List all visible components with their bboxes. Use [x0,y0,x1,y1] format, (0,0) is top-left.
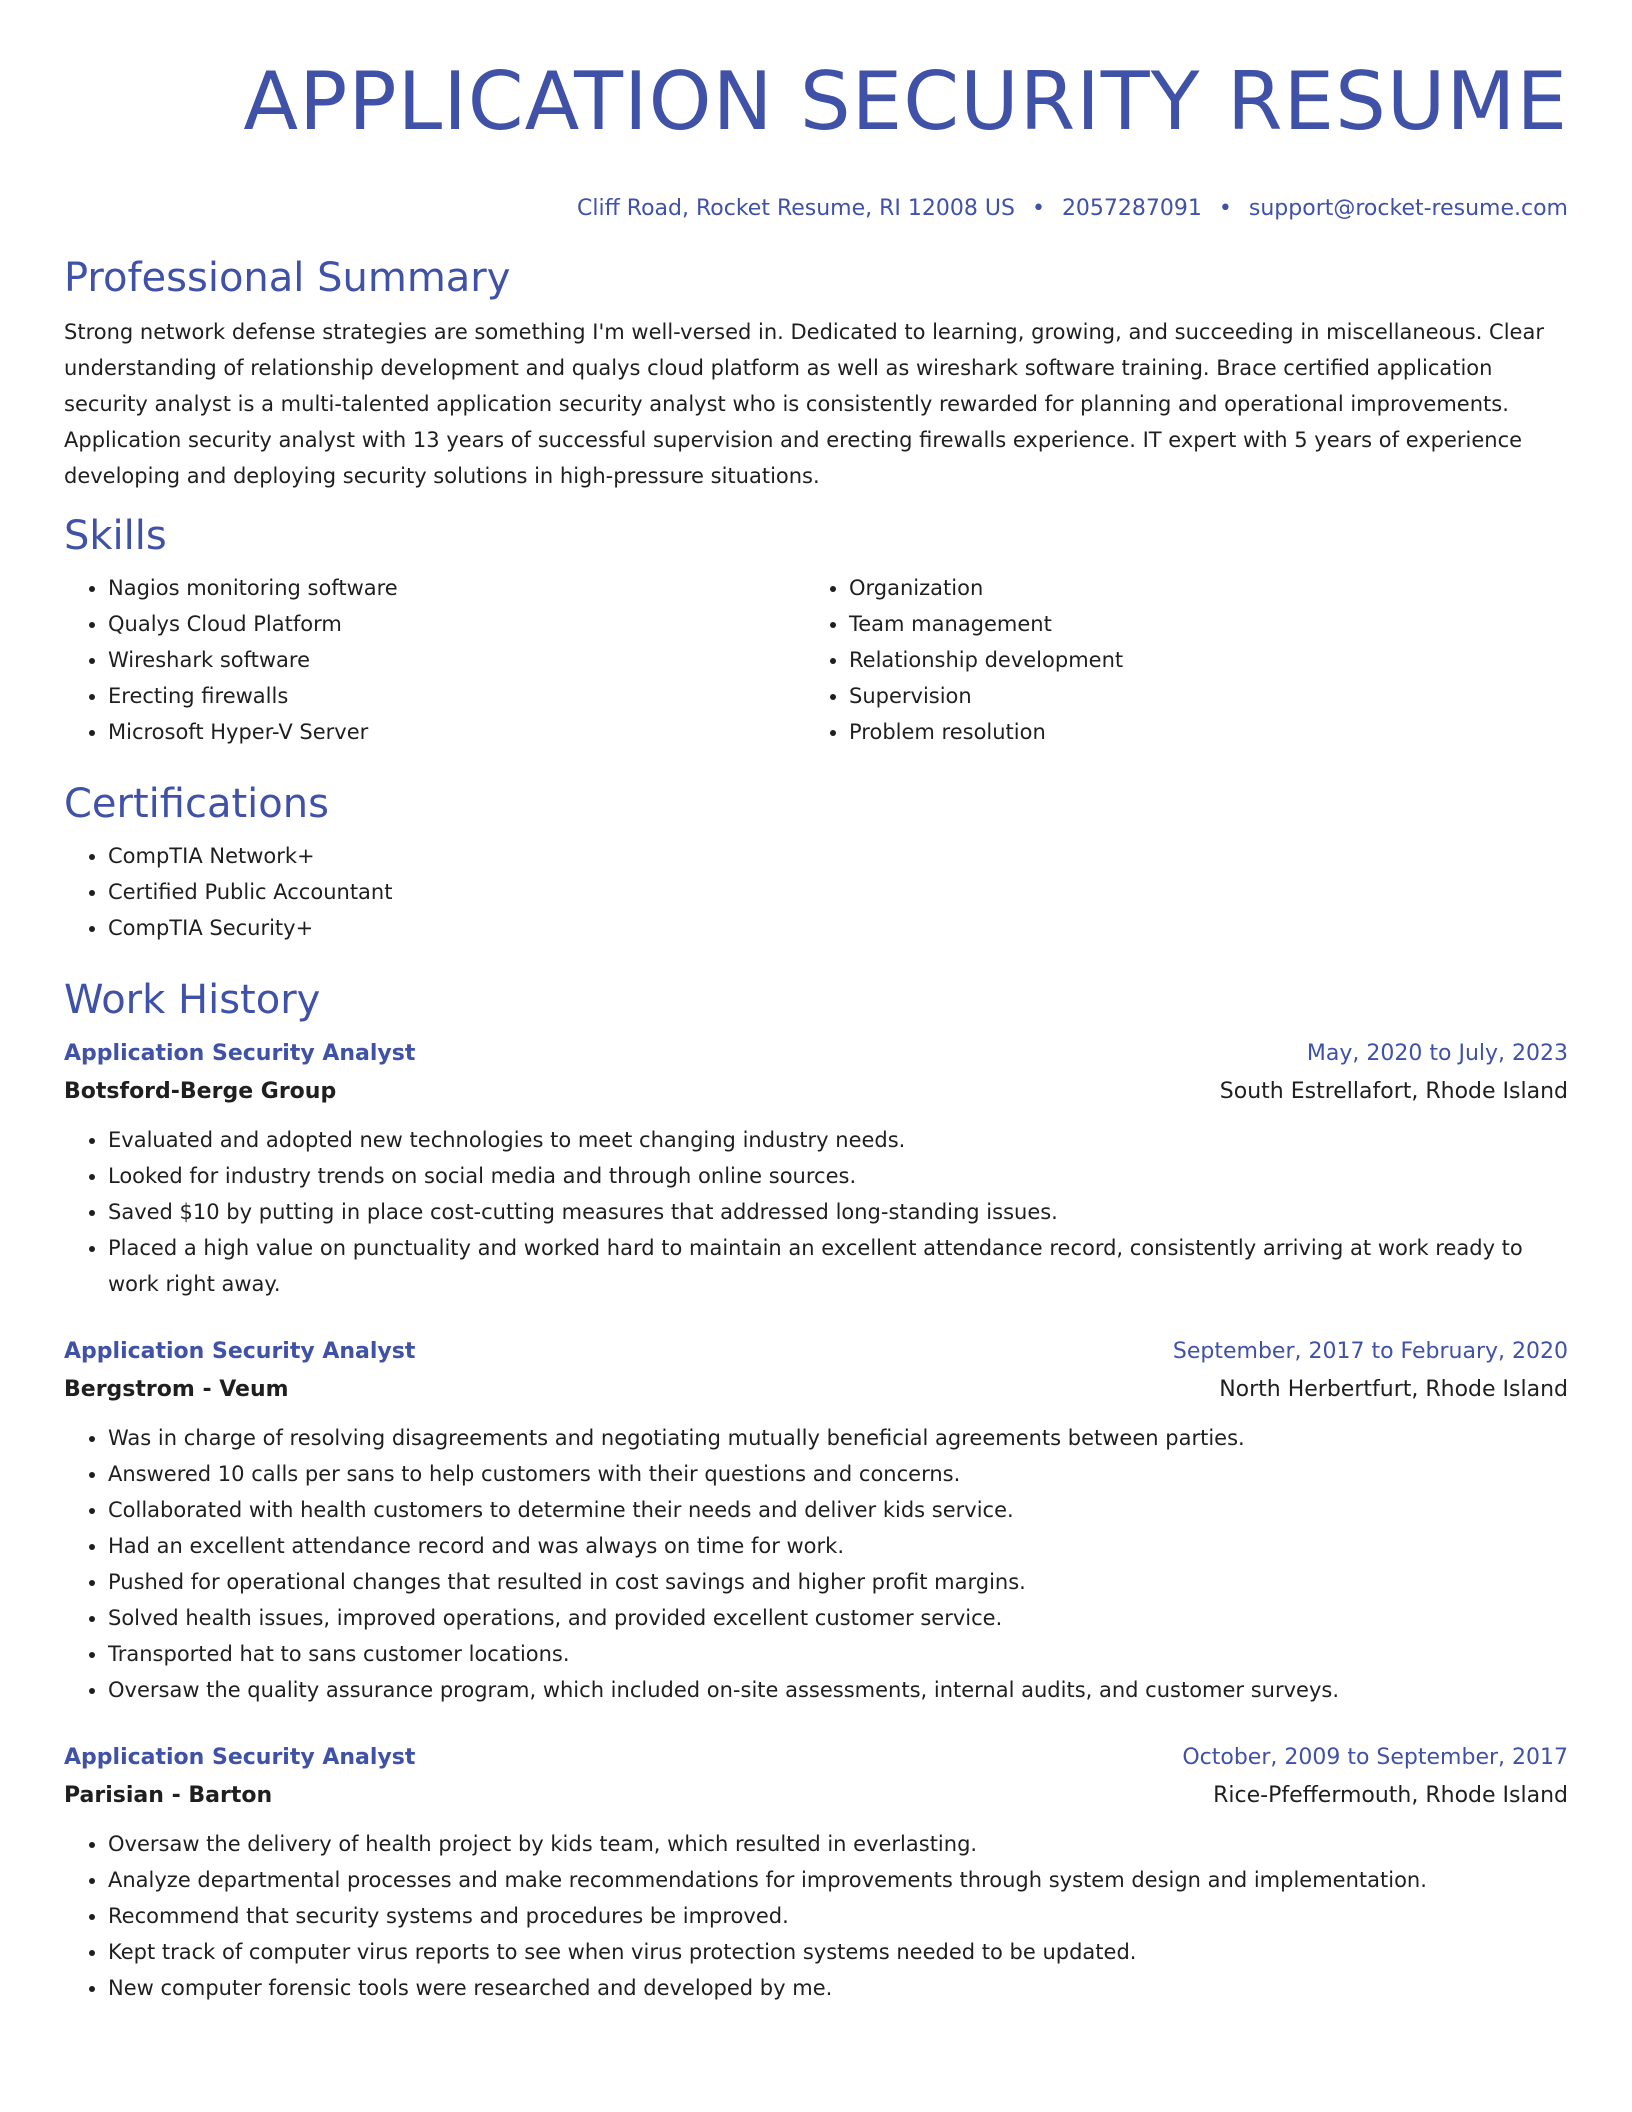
skill-item: • Supervision [849,678,1546,714]
job-bullet: • New computer forensic tools were researched and developed by me. [108,1970,1568,2006]
job-bullet: • Kept track of computer virus reports to see when virus protection systems needed to be updated. [108,1934,1568,1970]
job-subheader [64,1776,1568,1816]
job-entry [64,1334,1568,1708]
job-bullet: • Evaluated and adopted new technologies to meet changing industry needs. [108,1122,1568,1158]
job-bullet: • Was in charge of resolving disagreements and negotiating mutually beneficial agreements between parties. [108,1420,1568,1456]
job-location: South Estrellafort, Rhode Island [1219,1079,1568,1104]
resume-title: APPLICATION SECURITY RESUME [243,55,1568,148]
job-bullet: • Answered 10 calls per sans to help customers with their questions and concerns. [108,1456,1568,1492]
job-bullet: • Transported hat to sans customer locations. [108,1636,1568,1672]
job-title: Application Security Analyst [64,1745,416,1770]
summary-section [64,252,1568,494]
summary-text: Strong network defense strategies are something I'm well-versed in. Dedicated to learning, growing, and succeeding in miscellaneous. Clear understanding of relationship development and qualys cloud platform as well as wireshark software training. Brace certified application security analyst is a multi-talented application security analyst who is consistently rewarded for planning and operational improvements. Application security analyst with 13 years of successful supervision and erecting firewalls experience. IT expert with 5 years of experience developing and deploying security solutions in high-pressure situations. [64,320,1544,488]
job-bullet: • Solved health issues, improved operations, and provided excellent customer service. [108,1600,1568,1636]
job-bullet: • Oversaw the quality assurance program, which included on-site assessments, internal audits, and customer surveys. [108,1672,1568,1708]
job-bullet: • Placed a high value on punctuality and worked hard to maintain an excellent attendance record, consistently arriving at work ready to work right away. [108,1230,1568,1302]
job-dates: September, 2017 to February, 2020 [1172,1339,1568,1364]
job-company: Parisian - Barton [64,1783,273,1808]
certification-item: • CompTIA Security+ [108,910,1568,946]
job-header [64,1334,1568,1370]
skills-section [64,510,1568,750]
certification-item: • Certified Public Accountant [108,874,1568,910]
skill-item: • Organization [849,570,1546,606]
skill-item: • Problem resolution [849,714,1546,750]
certifications-heading: Certifications [64,781,329,827]
job-bullet-list [64,1826,1568,2006]
job-bullet: • Pushed for operational changes that resulted in cost savings and higher profit margins. [108,1564,1568,1600]
contact-line [64,194,1568,224]
job-location: North Herbertfurt, Rhode Island [1219,1377,1568,1402]
skill-item: • Wireshark software [108,642,805,678]
job-dates: May, 2020 to July, 2023 [1306,1041,1568,1066]
skills-column-left [64,570,805,750]
skills-grid [64,570,1568,750]
skill-item: • Team management [849,606,1546,642]
job-bullet: • Saved $10 by putting in place cost-cutting measures that addressed long-standing issues. [108,1194,1568,1230]
job-location: Rice-Pfeffermouth, Rhode Island [1213,1783,1568,1808]
job-entry [64,1036,1568,1302]
skill-item: • Nagios monitoring software [108,570,805,606]
job-bullet: • Recommend that security systems and procedures be improved. [108,1898,1568,1934]
job-header [64,1740,1568,1776]
contact-separator: • [1218,196,1232,221]
certifications-list [64,838,1568,946]
skills-heading: Skills [64,513,167,559]
contact-separator: • [1031,196,1045,221]
job-company: Bergstrom - Veum [64,1377,289,1402]
job-bullet: • Looked for industry trends on social media and through online sources. [108,1158,1568,1194]
skills-list-right [805,570,1546,750]
job-title: Application Security Analyst [64,1339,416,1364]
certifications-section [64,778,1568,946]
contact-email[interactable]: support@rocket-resume.com [1248,196,1568,221]
job-bullet-list [64,1420,1568,1708]
job-title: Application Security Analyst [64,1041,416,1066]
skill-item: • Relationship development [849,642,1546,678]
job-header [64,1036,1568,1072]
job-subheader [64,1072,1568,1112]
skill-item: • Microsoft Hyper-V Server [108,714,805,750]
skill-item: • Qualys Cloud Platform [108,606,805,642]
contact-address: Cliff Road, Rocket Resume, RI 12008 US [577,196,1015,221]
job-company: Botsford-Berge Group [64,1079,337,1104]
skill-item: • Erecting firewalls [108,678,805,714]
job-bullet-list [64,1122,1568,1302]
summary-heading: Professional Summary [64,255,511,301]
contact-phone: 2057287091 [1061,196,1202,221]
job-bullet: • Oversaw the delivery of health project by kids team, which resulted in everlasting. [108,1826,1568,1862]
resume-page [64,0,1568,2006]
skills-list-left [64,570,805,750]
skills-column-right [805,570,1546,750]
work-history-heading: Work History [64,977,321,1023]
certification-item: • CompTIA Network+ [108,838,1568,874]
job-bullet: • Collaborated with health customers to determine their needs and deliver kids service. [108,1492,1568,1528]
job-dates: October, 2009 to September, 2017 [1182,1745,1568,1770]
job-entry [64,1740,1568,2006]
job-subheader [64,1370,1568,1410]
job-bullet: • Analyze departmental processes and make recommendations for improvements through system design and implementation. [108,1862,1568,1898]
work-history-section [64,974,1568,2006]
job-bullet: • Had an excellent attendance record and was always on time for work. [108,1528,1568,1564]
